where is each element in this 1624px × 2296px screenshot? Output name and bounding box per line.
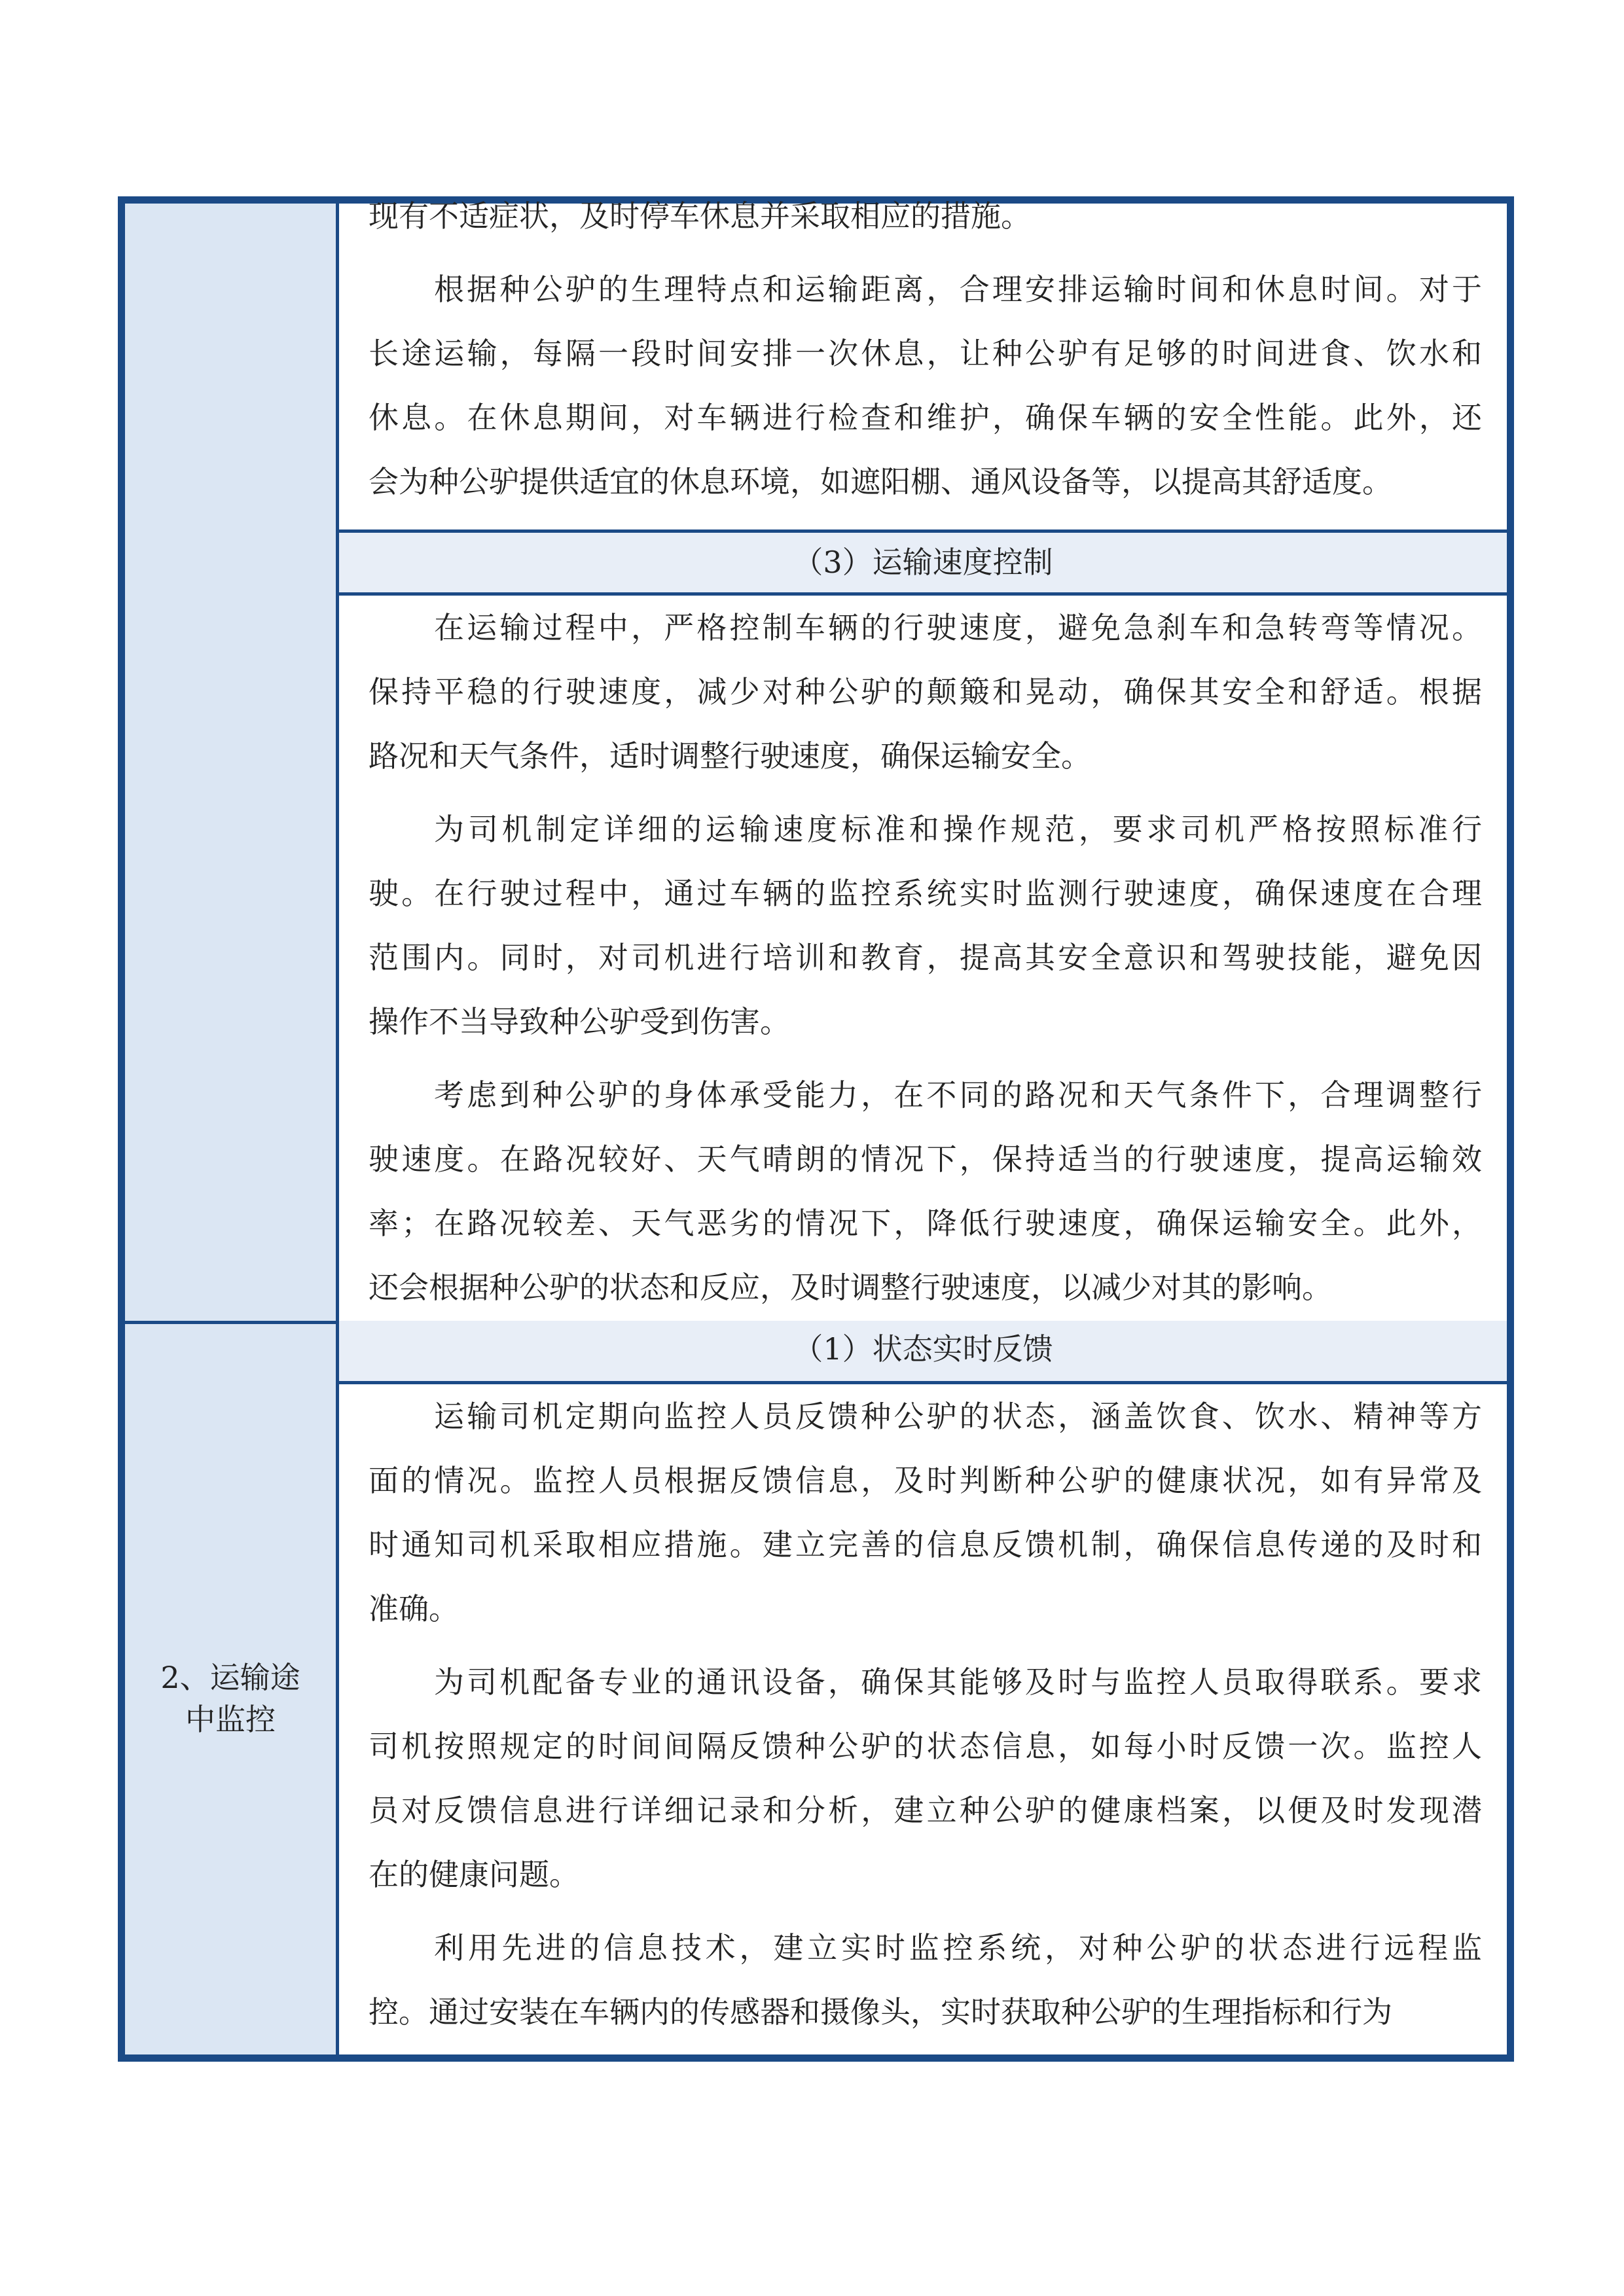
paragraph: [369, 1384, 1482, 1641]
text-line: 面的情况。监控人员根据反馈信息，及时判断种公驴的健康状况，如有异常及: [369, 1463, 1482, 1498]
paragraph: [369, 1063, 1482, 1319]
subheader-status-feedback: （1）状态实时反馈: [339, 1321, 1507, 1384]
text-line: 根据种公驴的生理特点和运输距离，合理安排运输时间和休息时间。对于: [434, 272, 1482, 307]
text-line: 员对反馈信息进行详细记录和分析，建立种公驴的健康档案，以便及时发现潜: [369, 1793, 1482, 1828]
text-line: 现有不适症状，及时停车休息并采取相应的措施。: [369, 198, 1031, 234]
text-line: 休息。在休息期间，对车辆进行检查和维护，确保车辆的安全性能。此外，还: [369, 400, 1482, 435]
cell-rest-arrangement: [339, 184, 1507, 529]
paragraph: [369, 1916, 1482, 2044]
text-line: 运输司机定期向监控人员反馈种公驴的状态，涵盖饮食、饮水、精神等方: [434, 1399, 1482, 1434]
text-line: 保持平稳的行驶速度，减少对种公驴的颠簸和晃动，确保其安全和舒适。根据: [369, 674, 1482, 709]
text-line: 驶。在行驶过程中，通过车辆的监控系统实时监测行驶速度，确保速度在合理: [369, 876, 1482, 911]
paragraph: [369, 184, 1482, 248]
paragraph: [369, 257, 1482, 514]
paragraph: [369, 797, 1482, 1054]
subheader-speed-control: （3）运输速度控制: [339, 529, 1507, 596]
section-label-line: 中监控: [185, 1702, 276, 1737]
text-line: 控。通过安装在车辆内的传感器和摄像头，实时获取种公驴的生理指标和行为: [369, 1994, 1392, 2030]
text-line: 会为种公驴提供适宜的休息环境，如遮阳棚、通风设备等，以提高其舒适度。: [369, 464, 1392, 499]
text-line: 利用先进的信息技术，建立实时监控系统，对种公驴的状态进行远程监: [434, 1930, 1482, 1965]
text-line: 驶速度。在路况较好、天气晴朗的情况下，保持适当的行驶速度，提高运输效: [369, 1141, 1482, 1177]
text-line: 长途运输，每隔一段时间安排一次休息，让种公驴有足够的时间进食、饮水和: [369, 336, 1482, 371]
paragraph: [369, 596, 1482, 788]
text-line: 为司机配备专业的通讯设备，确保其能够及时与监控人员取得联系。要求: [434, 1664, 1482, 1700]
cell-status-feedback: [339, 1384, 1507, 2054]
text-line: 路况和天气条件，适时调整行驶速度，确保运输安全。: [369, 738, 1091, 774]
text-line: 准确。: [369, 1591, 459, 1626]
paragraph: [369, 1650, 1482, 1907]
text-line: 范围内。同时，对司机进行培训和教育，提高其安全意识和驾驶技能，避免因: [369, 940, 1482, 975]
text-line: 司机按照规定的时间间隔反馈种公驴的状态信息，如每小时反馈一次。监控人: [369, 1729, 1482, 1764]
section-label-transport-monitoring: [125, 1657, 336, 1740]
section-label-line: 2、运输途: [160, 1660, 300, 1695]
category-column: [125, 204, 339, 2054]
row-divider: [125, 1321, 339, 1324]
text-line: 在的健康问题。: [369, 1857, 579, 1892]
text-line: 还会根据种公驴的状态和反应，及时调整行驶速度，以减少对其的影响。: [369, 1270, 1332, 1305]
text-line: 为司机制定详细的运输速度标准和操作规范，要求司机严格按照标准行: [434, 812, 1482, 847]
text-line: 在运输过程中，严格控制车辆的行驶速度，避免急刹车和急转弯等情况。: [434, 610, 1482, 645]
text-line: 时通知司机采取相应措施。建立完善的信息反馈机制，确保信息传递的及时和: [369, 1527, 1482, 1562]
content-table: [118, 196, 1514, 2062]
text-line: 考虑到种公驴的身体承受能力，在不同的路况和天气条件下，合理调整行: [434, 1077, 1482, 1113]
cell-speed-control: [339, 596, 1507, 1319]
text-line: 率；在路况较差、天气恶劣的情况下，降低行驶速度，确保运输安全。此外，: [369, 1206, 1482, 1241]
text-line: 操作不当导致种公驴受到伤害。: [369, 1004, 790, 1039]
